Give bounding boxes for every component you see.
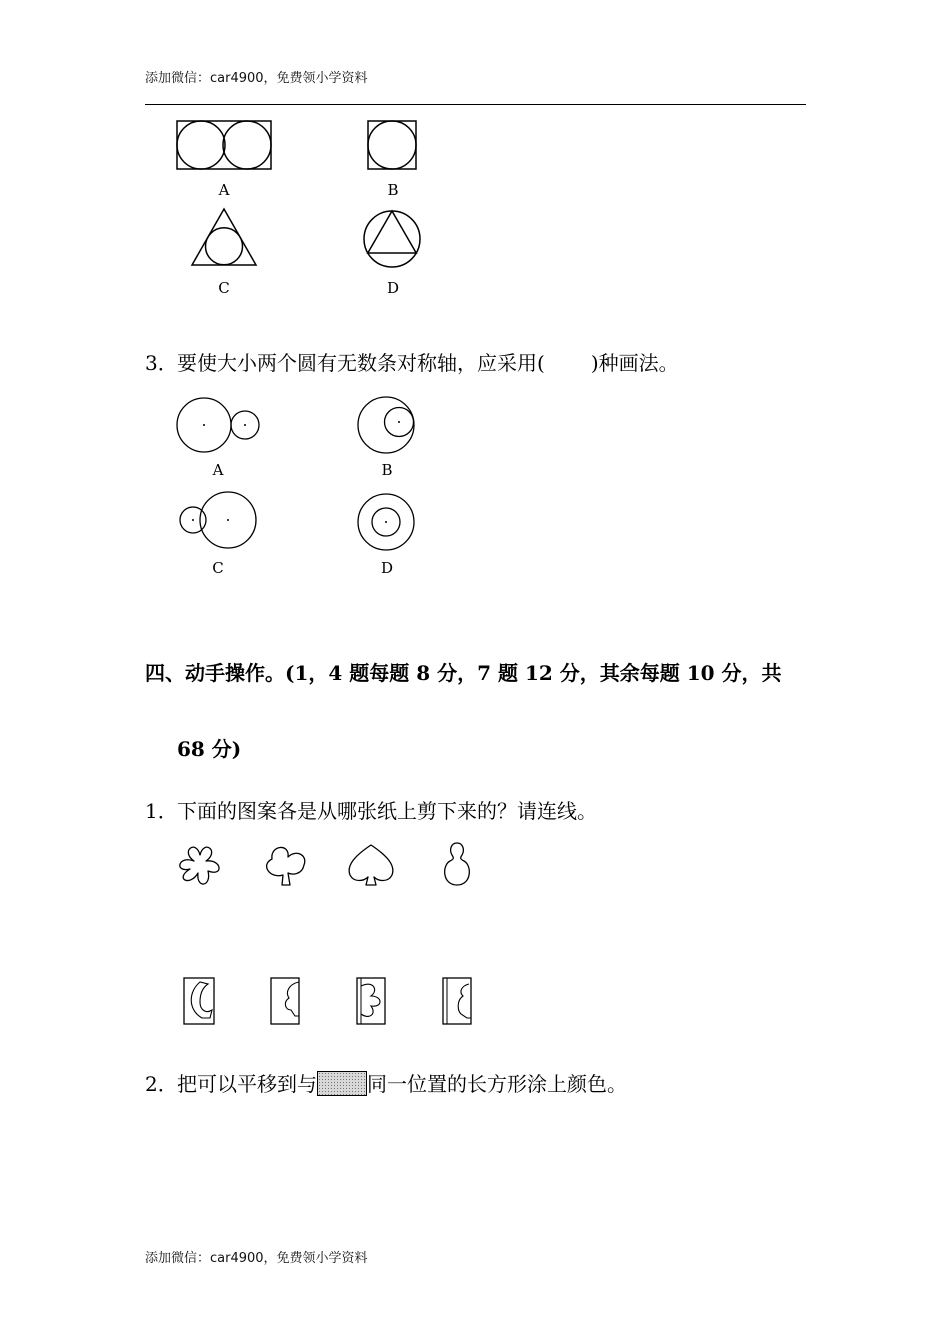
paper-half-gourd-icon — [441, 976, 475, 1028]
q2-label-d: D — [386, 279, 400, 297]
shaded-rectangle — [317, 1071, 367, 1096]
q3-label-b: B — [381, 461, 393, 479]
header-rule — [145, 104, 806, 105]
paper-half-club-icon — [269, 976, 303, 1028]
q3-figure-c — [178, 491, 258, 551]
paper-half-flower-icon — [355, 976, 389, 1028]
q2-figure-d — [363, 210, 423, 270]
gourd-icon — [440, 841, 474, 889]
section-4-title-cont: 68 分) — [177, 737, 242, 761]
q3-label-d: D — [380, 559, 394, 577]
q2-figure-a — [176, 120, 274, 172]
page-header: 添加微信：car4900，免费领小学资料 — [145, 71, 368, 86]
question-3 — [145, 347, 679, 376]
q2-label-b: B — [387, 181, 399, 199]
q2-label-c: C — [218, 279, 230, 297]
question-text-end: )种画法。 — [590, 351, 679, 375]
section-4-question-1 — [145, 795, 597, 824]
q3-figure-b — [357, 396, 419, 456]
paper-half-moon-icon — [182, 976, 218, 1028]
q2-figure-b — [367, 120, 419, 172]
question-text: 把可以平移到与 — [177, 1072, 317, 1096]
question-text: 要使大小两个圆有无数条对称轴，应采用( — [177, 351, 545, 375]
question-number: 2． — [145, 1072, 178, 1096]
question-text: 下面的图案各是从哪张纸上剪下来的？请连线。 — [177, 799, 597, 823]
q3-figure-a — [176, 397, 262, 457]
page-footer: 添加微信：car4900，免费领小学资料 — [145, 1251, 368, 1266]
q2-figure-c — [190, 208, 260, 268]
spade-icon — [346, 843, 396, 889]
q3-figure-d — [357, 493, 417, 553]
question-text-end: 同一位置的长方形涂上颜色。 — [367, 1072, 627, 1096]
q2-label-a: A — [218, 181, 230, 199]
flower-icon — [174, 843, 226, 889]
question-number: 1． — [145, 799, 178, 823]
question-number: 3． — [145, 351, 178, 375]
section-4-question-2 — [145, 1068, 627, 1097]
club-icon — [262, 843, 310, 889]
q3-label-c: C — [212, 559, 224, 577]
section-4-title: 四、动手操作。(1，4 题每题 8 分，7 题 12 分，其余每题 10 分，共 — [145, 661, 782, 685]
q3-label-a: A — [212, 461, 224, 479]
